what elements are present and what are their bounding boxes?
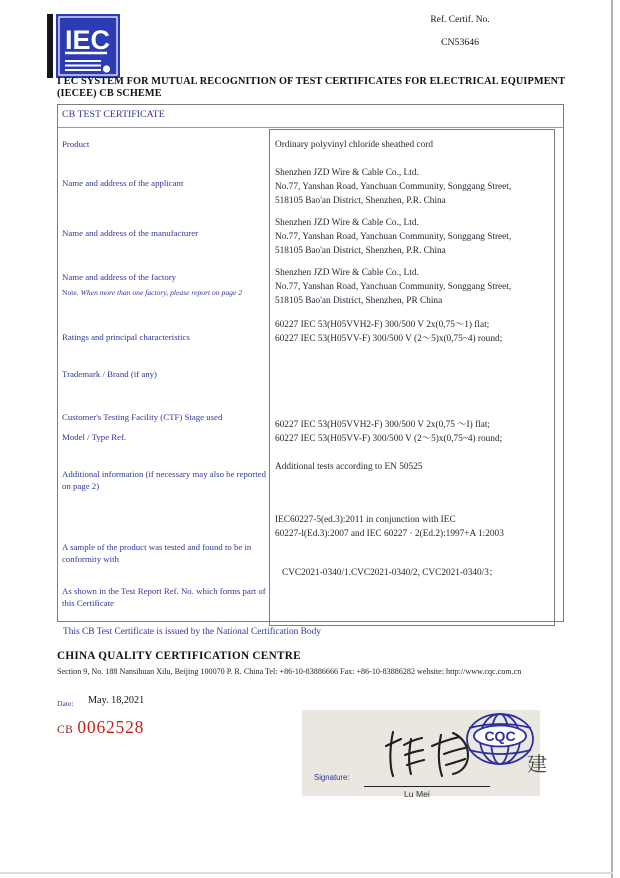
label-trademark: Trademark / Brand (if any) xyxy=(62,369,157,379)
label-factory: Name and address of the factory xyxy=(62,272,177,282)
issuer-name: CHINA QUALITY CERTIFICATION CENTRE xyxy=(57,650,301,662)
label-report: As shown in the Test Report Ref. No. which forms part of this Certificate xyxy=(62,586,266,608)
cb-prefix: CB xyxy=(57,724,74,736)
value-product: Ordinary polyvinyl chloride sheathed cord xyxy=(275,140,434,150)
page-scan-edge-bottom xyxy=(0,872,613,874)
iec-logo-black-bar xyxy=(47,14,53,78)
scheme-header xyxy=(57,76,567,99)
value-model: 60227 IEC 53(H05VVH2-F) 300/500 V 2x(0,75 〜I) flat; 60227 IEC 53(H05VV-F) 300/500 V (2〜5)x(0,75~4) round; xyxy=(275,420,503,444)
label-factory-note xyxy=(62,288,242,297)
label-additional: Additional information (if necessary may also be reported on page 2) xyxy=(62,469,266,491)
scheme-header-line1: I EC SYSTEM FOR MUTUAL RECOGNITION OF TEST CERTIFICATES FOR ELECTRICAL EQUIPMENT xyxy=(57,76,566,87)
cqc-logo-text: CQC xyxy=(484,728,516,744)
factory-note-text: When more than one factory, please report on page 2 xyxy=(80,288,242,297)
date-label: Date: xyxy=(57,699,74,708)
label-ctf: Customer's Testing Facility (CTF) Stage used xyxy=(62,412,223,422)
date-value: May. 18,2021 xyxy=(88,695,145,706)
label-model: Model / Type Ref. xyxy=(62,432,127,442)
value-manufacturer: Shenzhen JZD Wire & Cable Co., Ltd. No.77, Yanshan Road, Yanchuan Community, Songgang Street, 518105 Bao'an District, Shenzhen, P.R. China xyxy=(275,218,512,256)
issuer-address: Section 9, No. 188 Nansihuan Xilu, Beijing 100070 P. R. China Tel: +86-10-83886666 Fax: +86-10-83886282 website: http://www.cqc.com.cn xyxy=(57,667,522,676)
value-factory: Shenzhen JZD Wire & Cable Co., Ltd. No.77, Yanshan Road, Yanchuan Community, Songgang Street, 518105 Bao'an District, Shenzhen, PR China xyxy=(275,268,512,306)
scheme-header-line2: (IECEE) CB SCHEME xyxy=(57,87,162,99)
iec-logo-text: IEC xyxy=(65,25,111,55)
ref-certif-label: Ref. Certif. No. xyxy=(430,15,490,25)
label-sample: A sample of the product was tested and found to be in conformity with xyxy=(62,542,252,564)
factory-note-prefix: Note. xyxy=(62,288,79,297)
label-ratings: Ratings and principal characteristics xyxy=(62,332,190,342)
certificate-table xyxy=(57,104,564,622)
page-scan-edge-right xyxy=(611,0,613,878)
label-manufacturer: Name and address of the manufacturer xyxy=(62,228,199,238)
stamp-character: 建 xyxy=(527,754,547,776)
cb-certificate-number xyxy=(57,717,144,738)
value-additional: Additional tests according to EN 50525 xyxy=(275,462,423,472)
iec-logo xyxy=(56,14,120,78)
certificate-title: CB TEST CERTIFICATE xyxy=(58,105,563,128)
value-applicant: Shenzhen JZD Wire & Cable Co., Ltd. No.77, Yanshan Road, Yanchuan Community, Songgang Street, 518105 Bao'an District, Shenzhen, P.R. China xyxy=(275,168,512,206)
value-sample: IEC60227-5(ed.3):2011 in conjunction with IEC 60227-l(Ed.3):2007 and IEC 60227 · 2(Ed.2):1997+A 1:2003 xyxy=(275,515,504,539)
values-box xyxy=(269,129,555,626)
ref-certif-number: CN53646 xyxy=(440,37,480,48)
signature-line xyxy=(364,786,490,787)
cb-number: 0062528 xyxy=(77,717,145,737)
label-applicant: Name and address of the applicant xyxy=(62,178,184,188)
signatory-name: Lu Mei xyxy=(404,789,430,799)
issued-note: This CB Test Certificate is issued by the National Certification Body xyxy=(63,627,321,637)
value-ratings: 60227 IEC 53(H05VVH2-F) 300/500 V 2x(0,75〜1) flat; 60227 IEC 53(H05VV-F) 300/500 V (2〜5)x(0,75~4) round; xyxy=(275,320,503,344)
label-product: Product xyxy=(62,139,90,149)
signature-label: Signature: xyxy=(314,773,350,782)
iec-logo-icon xyxy=(56,14,120,78)
value-report: CVC2021-0340/1.CVC2021-0340/2, CVC2021-0340/3； xyxy=(282,568,499,578)
signature-block xyxy=(302,710,540,799)
